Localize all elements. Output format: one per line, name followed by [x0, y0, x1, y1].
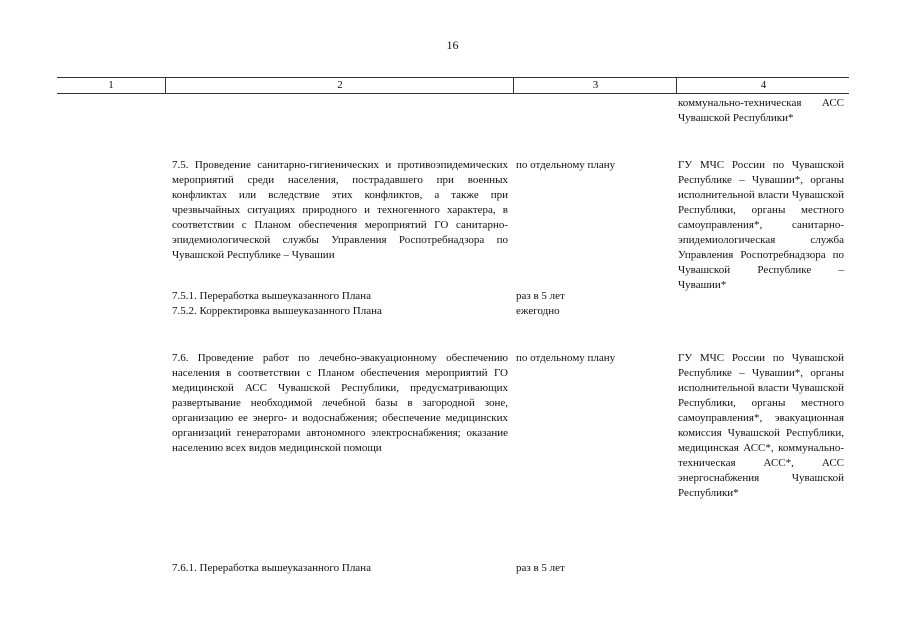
item-7-5-1-period: раз в 5 лет [516, 290, 565, 302]
continuation-executors: коммунально-техническая АСС Чувашской Республики* [678, 97, 844, 124]
page-number: 16 [446, 38, 459, 52]
item-7-5-2-text: 7.5.2. Корректировка вышеуказанного Плана [172, 305, 382, 317]
item-7-6-period: по отдельному плану [516, 352, 616, 364]
item-7-5-2-period: ежегодно [516, 305, 560, 317]
column-header-4: 4 [676, 78, 850, 93]
item-7-5-executors: ГУ МЧС России по Чувашской Республике – Чувашии*, органы исполнительной власти Чувашской Республики, органы местного самоуправления*, санитарно-эпидемиологическая служба Управления Роспотребнадзора по Чувашской Республике – Чувашии* [678, 159, 844, 291]
item-7-6-1-text: 7.6.1. Переработка вышеуказанного Плана [172, 562, 371, 574]
item-7-6-1-period: раз в 5 лет [516, 562, 565, 574]
column-header-1: 1 [108, 79, 114, 91]
item-7-6-text: 7.6. Проведение работ по лечебно-эвакуационному обеспечению населения в соответствии с Планом обеспечения мероприятий ГО медицинской АСС Чувашской Республики, предусматривающих развертывание необходимой лечебной базы в загородной зоне, организацию ее энерго- и водоснабжения; обеспечение медицинских организаций генераторами автономного электроснабжения; оказание населению всех видов медицинской помощи [172, 352, 508, 454]
column-header-2: 2 [165, 78, 514, 93]
column-header-3: 3 [513, 78, 677, 93]
item-7-5-text: 7.5. Проведение санитарно-гигиенических и противоэпидемических мероприятий среди населения, пострадавшего при военных конфликтах или вследствие этих конфликтов, а также при чрезвычайных ситуациях природного и техногенного характера, в соответствии с Планом обеспечения мероприятий ГО санитарно-эпидемиологической службы Управления Роспотребнадзора по Чувашской Республике – Чувашии [172, 159, 508, 261]
item-7-5-period: по отдельному плану [516, 159, 616, 171]
table-header-row [57, 77, 849, 94]
item-7-6-executors: ГУ МЧС России по Чувашской Республике – Чувашии*, органы исполнительной власти Чувашской Республики, органы местного самоуправления*, эвакуационная комиссия Чувашской Республики, медицинская АСС*, коммунально-техническая АСС*, АСС энергоснабжения Чувашской Республики* [678, 352, 844, 499]
item-7-5-1-text: 7.5.1. Переработка вышеуказанного Плана [172, 290, 371, 302]
